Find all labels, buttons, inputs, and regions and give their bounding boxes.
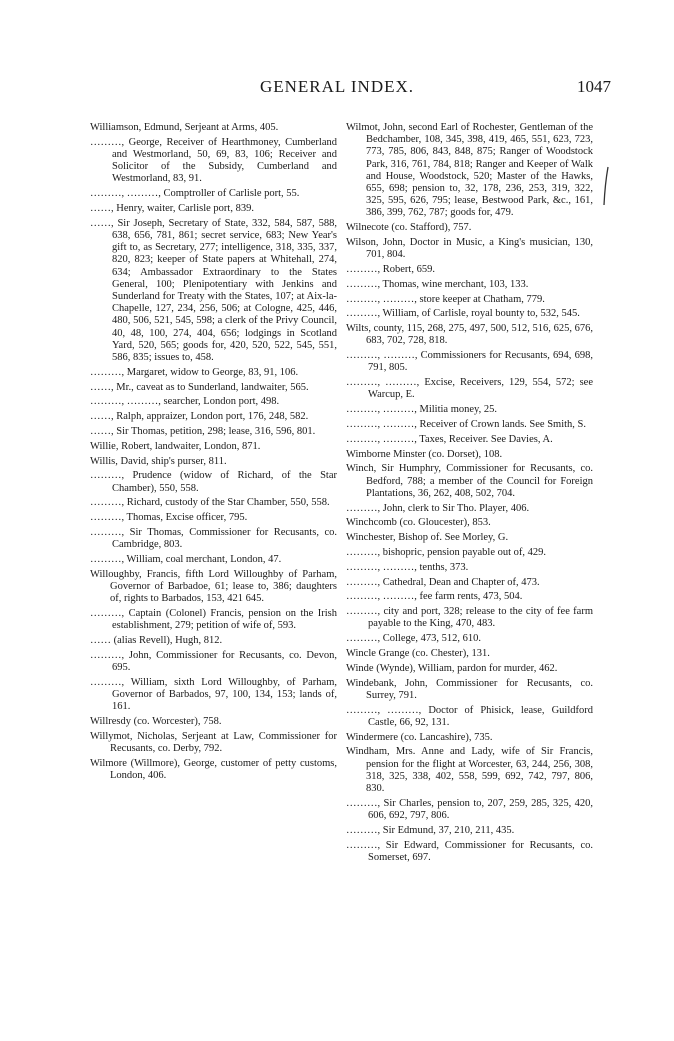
index-entry: ………, bishopric, pension payable out of, 429.	[346, 546, 547, 558]
index-entry: ………, Sir Edward, Commissioner for Recusants, co. Somerset, 697.	[346, 839, 593, 863]
index-entry: ………, ………, Receiver of Crown lands. See Smith, S.	[346, 419, 587, 430]
index-entry: Wilmot, John, second Earl of Rochester, Gentleman of the Bedchamber, 108, 345, 398, 419, 465, 551, 623, 723, 773, 785, 806, 843, 848, 875; Ranger of Woodstock Park, 316, 761, 784, 818; Ranger and Keeper of Walk and House, Woodstock, 520; Master of the Hawks, 655, 698; pension to, 32, 178, 236, 253, 319, 322, 325, 595, 626, 795; lease, Bestwood Park, &c., 161, 386, 399, 762, 787; goods for, 479.	[346, 122, 593, 219]
index-entry: ……, Mr., caveat as to Sunderland, landwaiter, 565.	[90, 381, 309, 393]
index-entry: ………, ………, fee farm rents, 473, 504.	[346, 591, 523, 603]
index-entry: ………, College, 473, 512, 610.	[346, 633, 482, 645]
index-entry: ………, Thomas, Excise officer, 795.	[90, 512, 248, 524]
index-entry: Willie, Robert, landwaiter, London, 871.	[90, 440, 261, 452]
index-entry: Wilmore (Willmore), George, customer of petty customs, London, 406.	[90, 757, 337, 781]
index-entry: ………, Prudence (widow of Richard, of the Star Chamber), 550, 558.	[90, 470, 337, 494]
index-entry: ………, Captain (Colonel) Francis, pension on the Irish establishment, 279; petition of wife of, 593.	[90, 608, 337, 632]
index-entry: Willis, David, ship's purser, 811.	[90, 455, 227, 467]
index-entry: ………, John, clerk to Sir Tho. Player, 406.	[346, 502, 530, 514]
index-entry: ………, Margaret, widow to George, 83, 91, 106.	[90, 366, 299, 378]
page-number: 1047	[577, 77, 611, 96]
index-entry: ……, Ralph, appraizer, London port, 176, 248, 582.	[90, 411, 309, 423]
index-entry: ………, Sir Charles, pension to, 207, 259, 285, 325, 420, 606, 692, 797, 806.	[346, 797, 593, 821]
index-entry: ………, ………, Excise, Receivers, 129, 554, 572; see Warcup, E.	[346, 377, 593, 401]
index-entry: ………, William, coal merchant, London, 47.	[90, 554, 282, 565]
index-entry: Wilts, county, 115, 268, 275, 497, 500, 512, 516, 625, 676, 683, 702, 728, 818.	[346, 323, 593, 347]
index-entry: Wilson, John, Doctor in Music, a King's musician, 130, 701, 804.	[346, 237, 593, 261]
index-entry: ………, ………, Comptroller of Carlisle port, 55.	[90, 188, 300, 200]
index-entry: Wincle Grange (co. Chester), 131.	[346, 647, 490, 659]
index-entry: ………, ………, searcher, London port, 498.	[90, 396, 280, 408]
margin-pencil-mark	[602, 166, 610, 206]
index-entry: ………, ………, Taxes, Receiver. See Davies, A.	[346, 433, 553, 445]
index-entry: …… (alias Revell), Hugh, 812.	[90, 635, 223, 646]
index-entry: ………, ………, Commissioners for Recusants, 694, 698, 791, 805.	[346, 350, 593, 374]
index-entry: ………, John, Commissioner for Recusants, co. Devon, 695.	[90, 649, 337, 673]
index-column-left	[90, 122, 337, 785]
index-entry: Winch, Sir Humphry, Commissioner for Recusants, co. Bedford, 788; a member of the Council for Foreign Plantations, 36, 262, 408, 502, 704.	[346, 463, 593, 499]
index-entry: ………, ………, Militia money, 25.	[346, 404, 497, 416]
index-entry: ……, Henry, waiter, Carlisle port, 839.	[90, 203, 254, 214]
index-entry: Winchester, Bishop of. See Morley, G.	[346, 532, 509, 544]
index-entry: Willresdy (co. Worcester), 758.	[90, 716, 222, 727]
index-entry: Wimborne Minster (co. Dorset), 108.	[346, 448, 503, 460]
index-entry: ………, city and port, 328; release to the city of fee farm payable to the King, 470, 483.	[346, 606, 593, 630]
index-entry: ………, ………, Doctor of Phisick, lease, Guildford Castle, 66, 92, 131.	[346, 704, 593, 728]
index-entry: ………, ………, tenths, 373.	[346, 561, 469, 573]
index-entry: Windermere (co. Lancashire), 735.	[346, 731, 493, 743]
index-entry: ………, Sir Edmund, 37, 210, 211, 435.	[346, 824, 515, 836]
index-entry: ………, George, Receiver of Hearthmoney, Cumberland and Westmorland, 50, 69, 83, 106; Receiver and Solicitor of the Subsidy, Cumberland and Westmorland, 83, 91.	[90, 136, 337, 185]
index-entry: Windebank, John, Commissioner for Recusants, co. Surrey, 791.	[346, 677, 593, 701]
index-entry: Willoughby, Francis, fifth Lord Willoughby of Parham, Governor of Barbadoe, 61; lease to, 386; daughters of, rights to Barbados, 153, 421 645.	[90, 568, 337, 605]
index-entry: ………, Thomas, wine merchant, 103, 133.	[346, 278, 529, 290]
index-entry: Willymot, Nicholas, Serjeant at Law, Commissioner for Recusants, co. Derby, 792.	[90, 730, 337, 754]
index-entry: ………, ………, store keeper at Chatham, 779.	[346, 293, 545, 305]
index-entry: ………, William, of Carlisle, royal bounty to, 532, 545.	[346, 308, 580, 320]
index-entry: ……, Sir Thomas, petition, 298; lease, 316, 596, 801.	[90, 426, 316, 438]
index-entry: ………, Cathedral, Dean and Chapter of, 473.	[346, 576, 540, 588]
index-entry: ………, Richard, custody of the Star Chamber, 550, 558.	[90, 497, 330, 509]
page-header	[0, 77, 674, 101]
running-title: GENERAL INDEX.	[259, 77, 415, 96]
index-entry: Winchcomb (co. Gloucester), 853.	[346, 517, 491, 529]
index-entry: ………, William, sixth Lord Willoughby, of Parham, Governor of Barbados, 97, 100, 134, 153; lands of, 161.	[90, 676, 337, 713]
index-entry: Winde (Wynde), William, pardon for murder, 462.	[346, 662, 558, 674]
index-entry: ………, Robert, 659.	[346, 264, 435, 276]
index-entry: ……, Sir Joseph, Secretary of State, 332, 584, 587, 588, 638, 656, 781, 861; secret service, 683; New Year's gift to, as Secretary, 277; intelligence, 318, 335, 337, 820, 823; keeper of State papers at Whitehall, 274, 634; Ambassador Extraordinary to the States General, 100; Plenipotentiary with Jenkins and Sunderland for Treaty with the States, 107; at Aix-la-Chapelle, 127, 234, 256, 506; at Cologne, 425, 446, 480, 506, 521, 545, 598; a clerk of the Privy Council, 40, 48, 100, 274, 404, 656; lodgings in Scotland Yard, 520, 565; goods for, 420, 520, 522, 545, 551, 586, 835; issues to, 458.	[90, 217, 337, 364]
index-entry: ………, Sir Thomas, Commissioner for Recusants, co. Cambridge, 803.	[90, 527, 337, 551]
index-entry: Windham, Mrs. Anne and Lady, wife of Sir Francis, pension for the flight at Worcester, 63, 244, 256, 308, 318, 325, 338, 402, 558, 599, 692, 742, 797, 806, 830.	[346, 746, 593, 794]
index-entry: Wilnecote (co. Stafford), 757.	[346, 222, 472, 234]
index-column-right	[346, 122, 593, 867]
index-entry: Williamson, Edmund, Serjeant at Arms, 405.	[90, 122, 279, 133]
